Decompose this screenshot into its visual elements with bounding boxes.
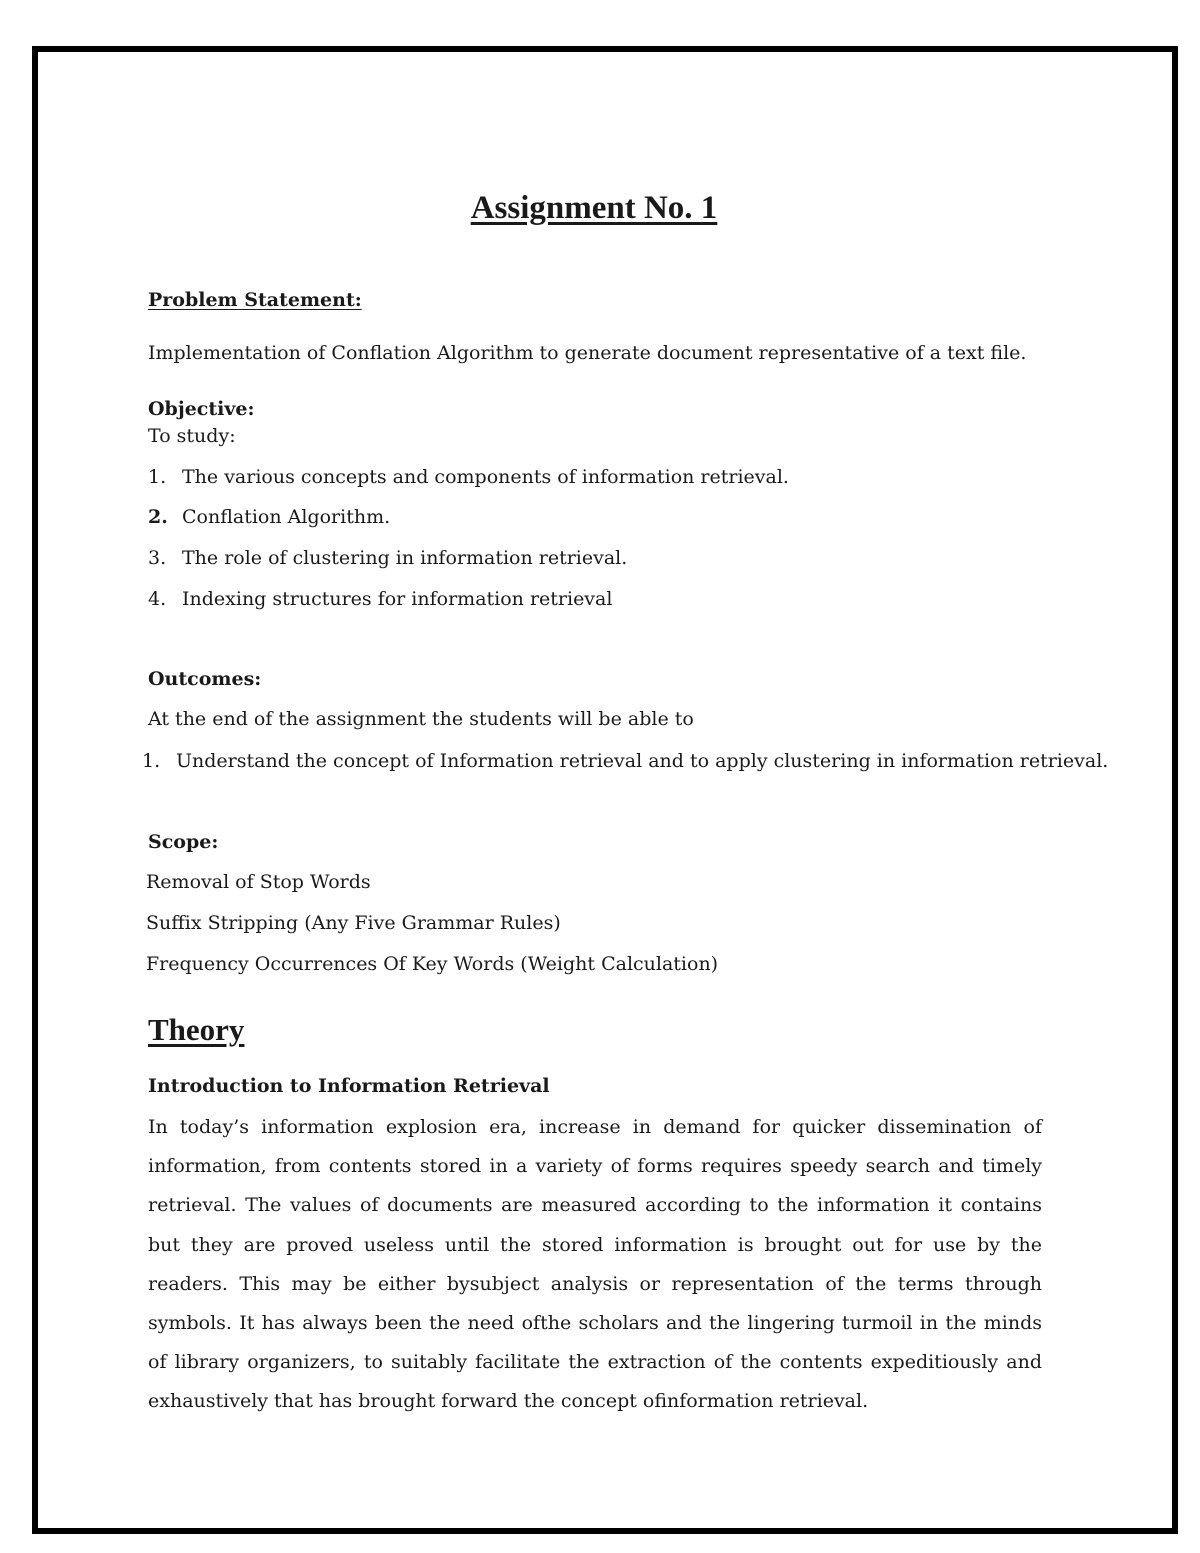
outcomes-item-text: Understand the concept of Information retrieval and to apply clustering in information retrieval. xyxy=(176,750,1109,772)
scope-heading: Scope: xyxy=(148,831,219,853)
theory-heading: Theory xyxy=(148,1012,245,1047)
objective-item-text: The various concepts and components of information retrieval. xyxy=(182,466,789,488)
outcomes-item-number: 1. xyxy=(142,750,161,772)
objective-item-number: 3. xyxy=(148,547,167,569)
theory-paragraph: In today’s information explosion era, increase in demand for quicker dissemination of information, from contents stored in a variety of forms requires speedy search and timely retrieval. The values of documents are measured according to the information it contains but they are proved useless until the stored information is brought out for use by the readers. This may be either bysubject analysis or representation of the terms through symbols. It has always been the need ofthe scholars and the lingering turmoil in the minds of library organizers, to suitably facilitate the extraction of the contents expeditiously and exhaustively that has brought forward the concept ofinformation retrieval. xyxy=(148,1116,1042,1413)
document-title: Assignment No. 1 xyxy=(470,190,718,226)
objective-item-text: Conflation Algorithm. xyxy=(182,506,391,528)
scope-line: Suffix Stripping (Any Five Grammar Rules) xyxy=(146,912,561,934)
theory-subheading: Introduction to Information Retrieval xyxy=(148,1075,550,1097)
objective-item-number: 4. xyxy=(148,588,167,610)
outcomes-intro: At the end of the assignment the students will be able to xyxy=(148,708,694,730)
scope-line: Removal of Stop Words xyxy=(146,871,371,893)
objective-item-number: 2. xyxy=(148,506,168,528)
scope-line: Frequency Occurrences Of Key Words (Weight Calculation) xyxy=(146,953,719,975)
objective-heading: Objective: xyxy=(148,398,255,420)
objective-item-number: 1. xyxy=(148,466,167,488)
problem-statement-text: Implementation of Conflation Algorithm to generate document representative of a text file. xyxy=(148,342,1027,364)
objective-item-text: Indexing structures for information retrieval xyxy=(182,588,613,610)
problem-statement-heading: Problem Statement: xyxy=(148,289,362,311)
objective-intro: To study: xyxy=(148,425,236,447)
outcomes-heading: Outcomes: xyxy=(148,668,262,690)
objective-item-text: The role of clustering in information retrieval. xyxy=(182,547,628,569)
